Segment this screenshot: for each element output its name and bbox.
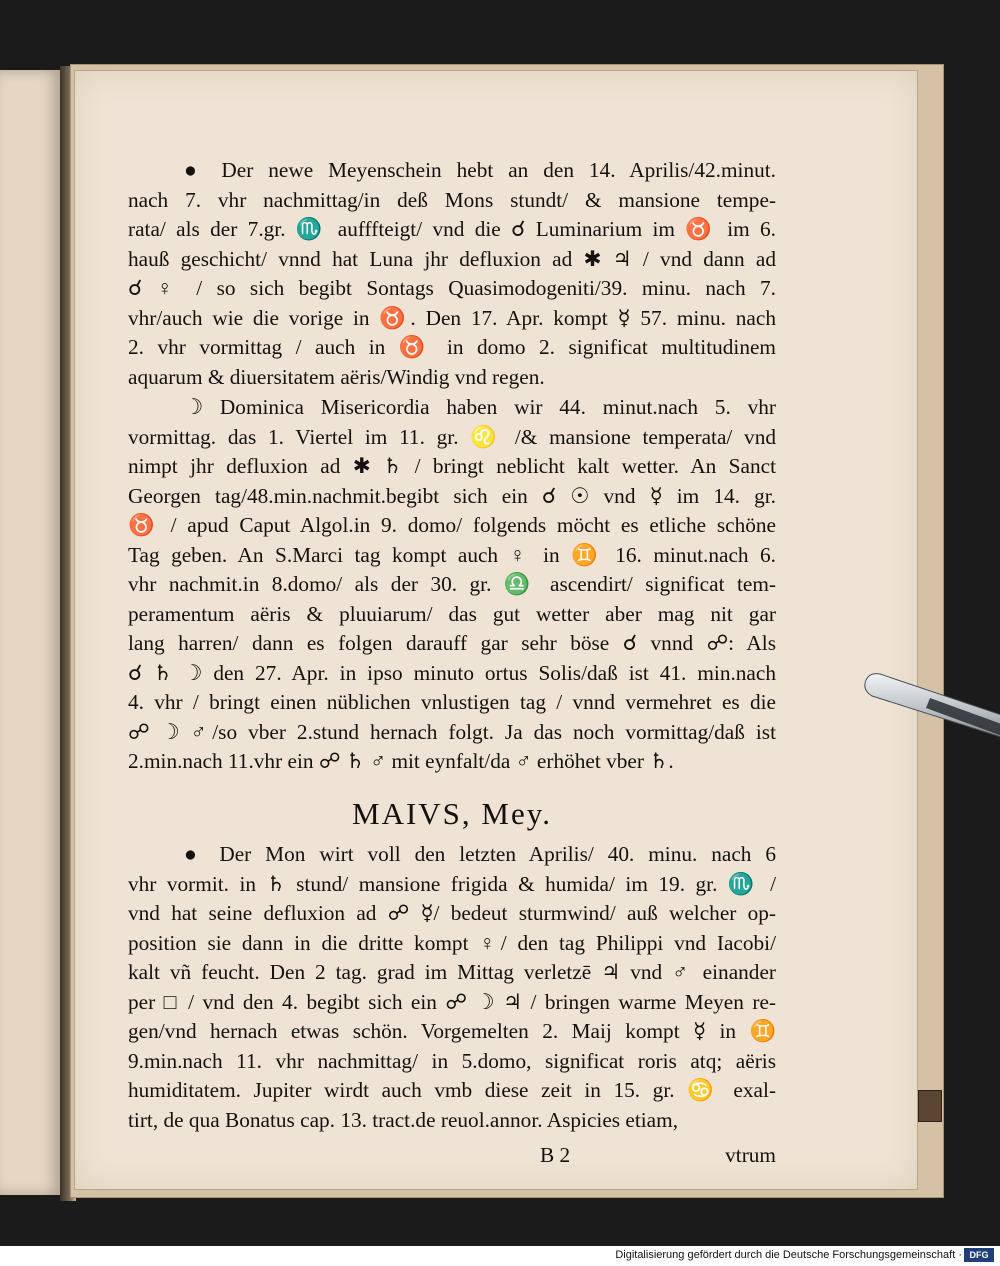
text-line: vormittag. das 1. Viertel im 11. gr. ♌ /& mansione temperata/ vnd xyxy=(128,424,776,449)
text-line: kalt vñ feucht. Den 2 tag. grad im Mittag verletzē ♃ vnd ♂ einander xyxy=(128,960,776,984)
funding-footer xyxy=(0,1246,1000,1266)
text-line: aquarum & diuersitatem aëris/Windig vnd regen. xyxy=(128,364,545,389)
text-line: position sie dann in die dritte kompt ♀/ den tag Philippi vnd Iacobi/ xyxy=(128,930,776,955)
page-footer-line xyxy=(128,1141,776,1171)
text-line: nimpt jhr defluxion ad ✱ ♄ / bringt neblicht kalt wetter. An Sanct xyxy=(128,454,776,478)
left-page-edge xyxy=(0,70,64,1195)
text-line: vhr/auch wie die vorige in ♉. Den 17. Apr. kompt ☿ 57. minu. nach xyxy=(128,305,776,330)
text-line: per □ / vnd den 4. begibt sich ein ☍ ☽ ♃ / bringen warme Meyen re- xyxy=(128,989,776,1014)
text-line: Georgen tag/48.min.nachmit.begibt sich ein ☌ ☉ vnd ☿ im 14. gr. xyxy=(128,483,776,508)
text-line: rata/ als der 7.gr. ♏ aufffteigt/ vnd die ☌ Luminarium im ♉ im 6. xyxy=(128,217,776,241)
text-line: vhr nachmit.in 8.domo/ als der 30. gr. ♎ ascendirt/ significat tem- xyxy=(128,572,776,596)
signature-mark: B 2 xyxy=(540,1143,571,1167)
text-line: humiditatem. Jupiter wirdt auch vmb diese zeit in 15. gr. ♋ exal- xyxy=(128,1078,776,1102)
paragraph-full-moon xyxy=(128,840,776,1135)
page-text xyxy=(128,156,776,1171)
text-line: gen/vnd hernach etwas schön. Vorgemelten 2. Maij kompt ☿ in ♊ xyxy=(128,1019,776,1043)
catchword: vtrum xyxy=(725,1143,776,1167)
text-line: hauß geschicht/ vnnd hat Luna jhr defluxion ad ✱ ♃ / vnd dann ad xyxy=(128,246,776,271)
text-line: ♉ / apud Caput Algol.in 9. domo/ folgends möcht es etliche schöne xyxy=(128,513,776,537)
text-line: Tag geben. An S.Marci tag kompt auch ♀ in ♊ 16. minut.nach 6. xyxy=(128,542,776,567)
paragraph-first-quarter xyxy=(128,393,776,777)
text-line: 4. vhr / bringt einen nüblichen vnlustigen tag / vnnd vermehret es die xyxy=(128,690,776,714)
text-line: nach 7. vhr nachmittag/in deß Mons stundt/ & mansione tempe- xyxy=(128,187,776,212)
text-line: ☌ ♄ ☽ den 27. Apr. in ipso minuto ortus Solis/daß ist 41. min.nach xyxy=(128,660,776,685)
text-line: tirt, de qua Bonatus cap. 13. tract.de reuol.annor. Aspicies etiam, xyxy=(128,1107,679,1132)
text-line: peramentum aëris & pluuiarum/ das gut wetter aber mag nit gar xyxy=(128,601,776,626)
text-line: 9.min.nach 11. vhr nachmittag/ in 5.domo, significat roris atq; aëris xyxy=(128,1048,776,1073)
text-line: vhr vormit. in ♄ stund/ mansione frigida & humida/ im 19. gr. ♏ / xyxy=(128,871,776,896)
dfg-logo: DFG xyxy=(964,1248,994,1262)
funding-text: Digitalisierung gefördert durch die Deutsche Forschungsgemeinschaft · xyxy=(615,1249,962,1261)
month-heading: MAIVS, Mey. xyxy=(352,795,552,831)
text-line: ● Der Mon wirt voll den letzten Aprilis/ 40. minu. nach 6 xyxy=(184,842,776,866)
text-line: lang harren/ dann es folgen darauff gar sehr böse ☌ vnnd ☍: Als xyxy=(128,631,776,655)
page-clip xyxy=(918,1090,942,1122)
text-line: ☌ ♀ / so sich begibt Sontags Quasimodogeniti/39. minu. nach 7. xyxy=(128,276,776,300)
text-line: vnd hat seine defluxion ad ☍ ☿/ bedeut sturmwind/ auß welcher op- xyxy=(128,901,776,925)
text-line: 2. vhr vormittag / auch in ♉ in domo 2. significat multitudinem xyxy=(128,335,776,359)
text-line: 2.min.nach 11.vhr ein ☍ ♄ ♂ mit eynfalt/da ♂ erhöhet vber ♄. xyxy=(128,749,674,773)
text-line: ● Der newe Meyenschein hebt an den 14. Aprilis/42.minut. xyxy=(184,158,776,182)
text-line: ☽ Dominica Misericordia haben wir 44. minut.nach 5. vhr xyxy=(184,395,776,419)
text-line: ☍ ☽ ♂/so vber 2.stund hernach folgt. Ja das noch vormittag/daß ist xyxy=(128,719,776,744)
paragraph-new-moon xyxy=(128,156,776,392)
pointer-stick xyxy=(860,672,1000,750)
